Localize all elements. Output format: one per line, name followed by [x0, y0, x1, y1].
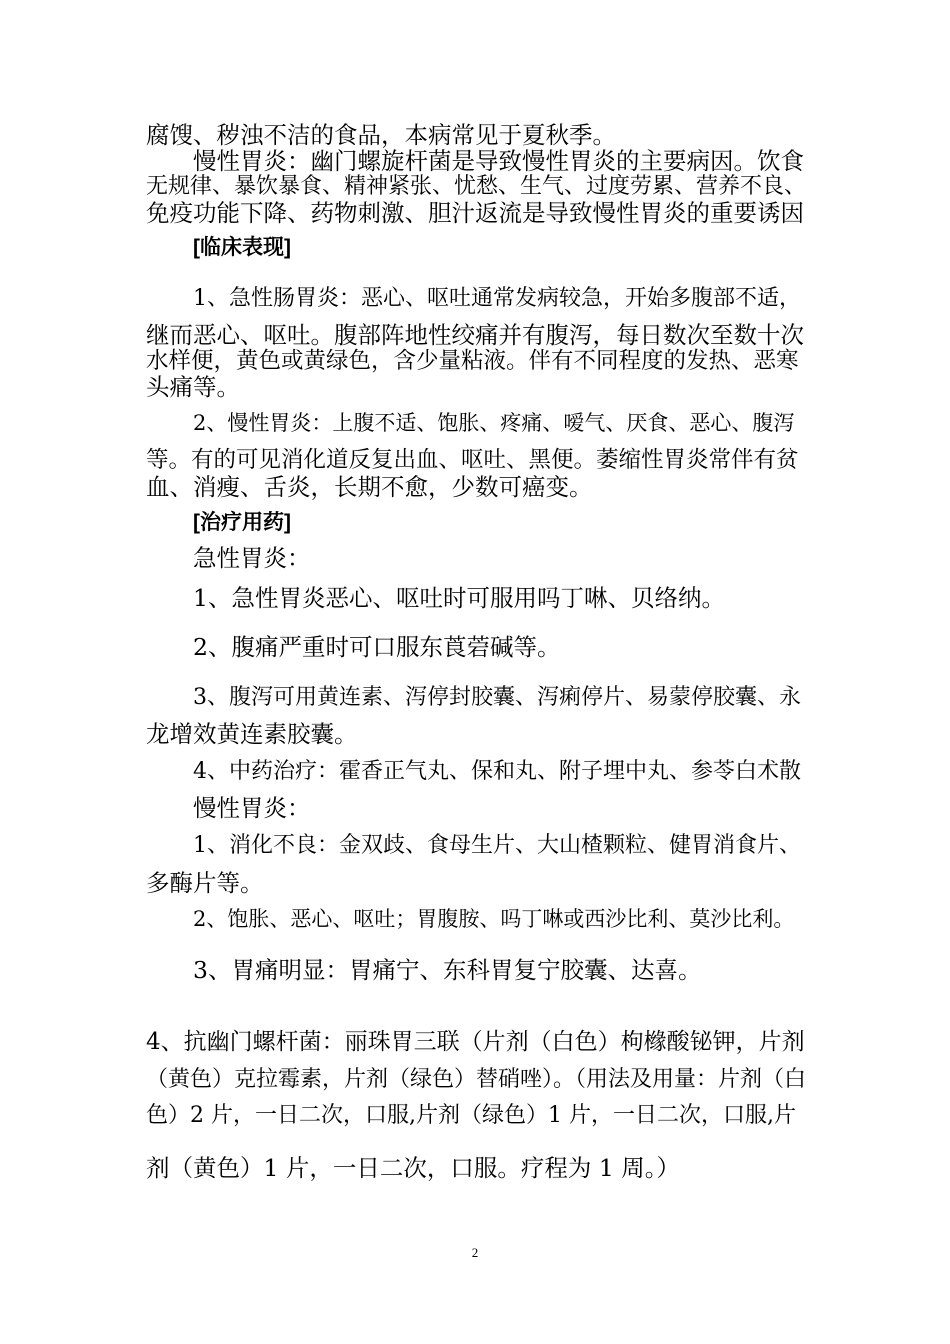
text-line: 2、腹痛严重时可口服东莨菪碱等。 — [193, 633, 561, 661]
text-line: 剂（黄色）1 片，一日二次，口服。疗程为 1 周。） — [146, 1154, 681, 1182]
text-line: 免疫功能下降、药物刺激、胆汁返流是导致慢性胃炎的重要诱因 — [146, 199, 804, 227]
text-line: 1、急性胃炎恶心、呕吐时可服用吗丁啉、贝络纳。 — [193, 584, 725, 612]
text-line: 水样便，黄色或黄绿色，含少量粘液。伴有不同程度的发热、恶寒 — [146, 348, 799, 374]
text-line: （黄色）克拉霉素，片剂（绿色）替硝唑）。（用法及用量：片剂（白 — [146, 1067, 807, 1092]
section-heading: [治疗用药] — [193, 511, 291, 534]
text-line: 急性胃炎： — [193, 544, 311, 572]
section-heading: [临床表现] — [193, 236, 291, 259]
text-line: 头痛等。 — [146, 373, 240, 401]
text-line: 4、抗幽门螺杆菌：丽珠胃三联（片剂（白色）枸橼酸铋钾，片剂 — [146, 1029, 805, 1055]
page-number: 2 — [471, 1245, 479, 1260]
text-line: 等。有的可见消化道反复出血、呕吐、黑便。萎缩性胃炎常伴有贫 — [146, 447, 799, 473]
text-line: 多酶片等。 — [146, 869, 264, 897]
text-line: 无规律、暴饮暴食、精神紧张、忧愁、生气、过度劳累、营养不良、 — [146, 174, 807, 199]
text-line: 龙增效黄连素胶囊。 — [146, 720, 358, 748]
text-line: 1、急性肠胃炎：恶心、呕吐通常发病较急，开始多腹部不适， — [193, 286, 801, 311]
text-line: 慢性胃炎： — [193, 794, 311, 822]
text-line: 3、腹泻可用黄连素、泻停封胶囊、泻痢停片、易蒙停胶囊、永 — [193, 685, 801, 710]
text-line: 3、胃痛明显：胃痛宁、东科胃复宁胶囊、达喜。 — [193, 956, 702, 984]
text-line: 4、中药治疗：霍香正气丸、保和丸、附子埋中丸、参苓白术散 — [193, 759, 801, 784]
text-line: 色）2 片，一日二次，口服,片剂（绿色）1 片，一日二次，口服,片 — [146, 1103, 796, 1128]
text-line: 继而恶心、呕吐。腹部阵地性绞痛并有腹泻，每日数次至数十次 — [146, 321, 804, 349]
text-line: 腐馊、秽浊不洁的食品，本病常见于夏秋季。 — [146, 121, 616, 149]
text-line: 1、消化不良：金双歧、食母生片、大山楂颗粒、健胃消食片、 — [193, 833, 801, 858]
text-line: 2、慢性胃炎：上腹不适、饱胀、疼痛、嗳气、厌食、恶心、腹泻 — [193, 411, 795, 435]
text-line: 血、消瘦、舌炎，长期不愈，少数可癌变。 — [146, 473, 593, 501]
text-line: 2、饱胀、恶心、呕吐；胃腹胺、吗丁啉或西沙比利、莫沙比利。 — [193, 907, 795, 931]
text-line: 慢性胃炎：幽门螺旋杆菌是导致慢性胃炎的主要病因。饮食 — [193, 147, 804, 175]
